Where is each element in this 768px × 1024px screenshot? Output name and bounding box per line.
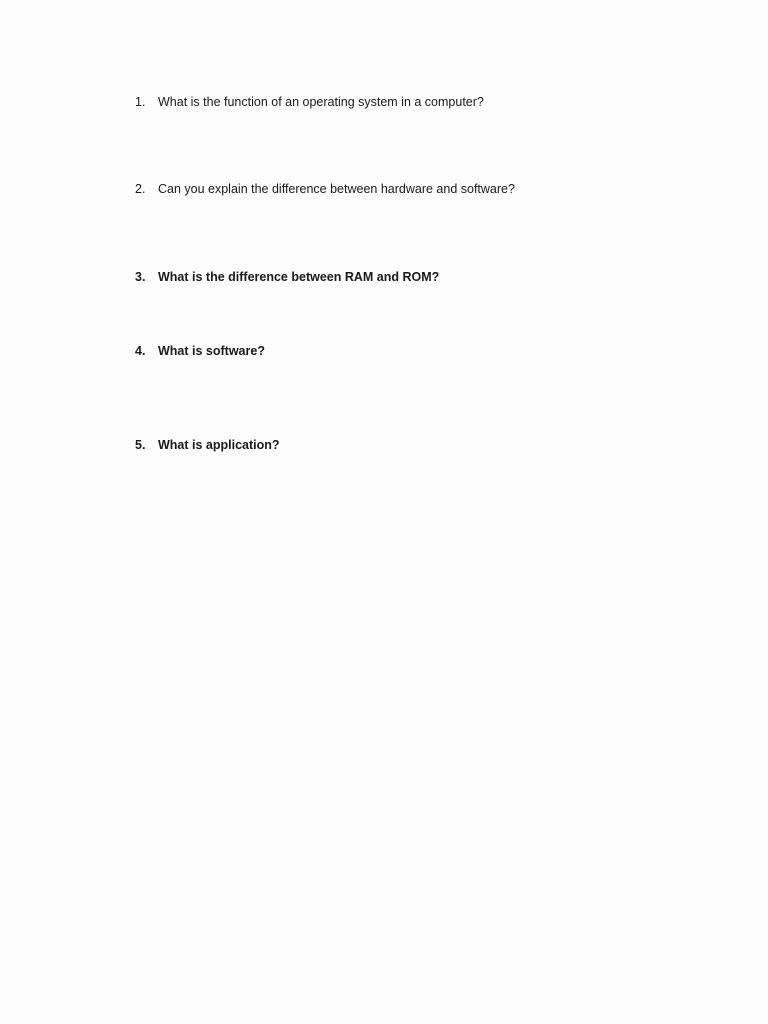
question-text: Can you explain the difference between hardware and software? <box>158 182 515 196</box>
question-number: 3. <box>135 270 146 284</box>
question-text: What is the difference between RAM and ROM? <box>158 270 440 284</box>
question-number: 4. <box>135 344 146 358</box>
question-text: What is software? <box>158 344 265 358</box>
question-number: 1. <box>135 95 146 109</box>
question-number: 2. <box>135 182 146 196</box>
question-item <box>135 94 695 110</box>
question-item <box>135 343 695 359</box>
question-item <box>135 269 695 285</box>
question-text: What is the function of an operating system in a computer? <box>158 95 484 109</box>
question-number: 5. <box>135 438 146 452</box>
question-item <box>135 181 695 197</box>
question-item <box>135 437 695 453</box>
question-text: What is application? <box>158 438 280 452</box>
